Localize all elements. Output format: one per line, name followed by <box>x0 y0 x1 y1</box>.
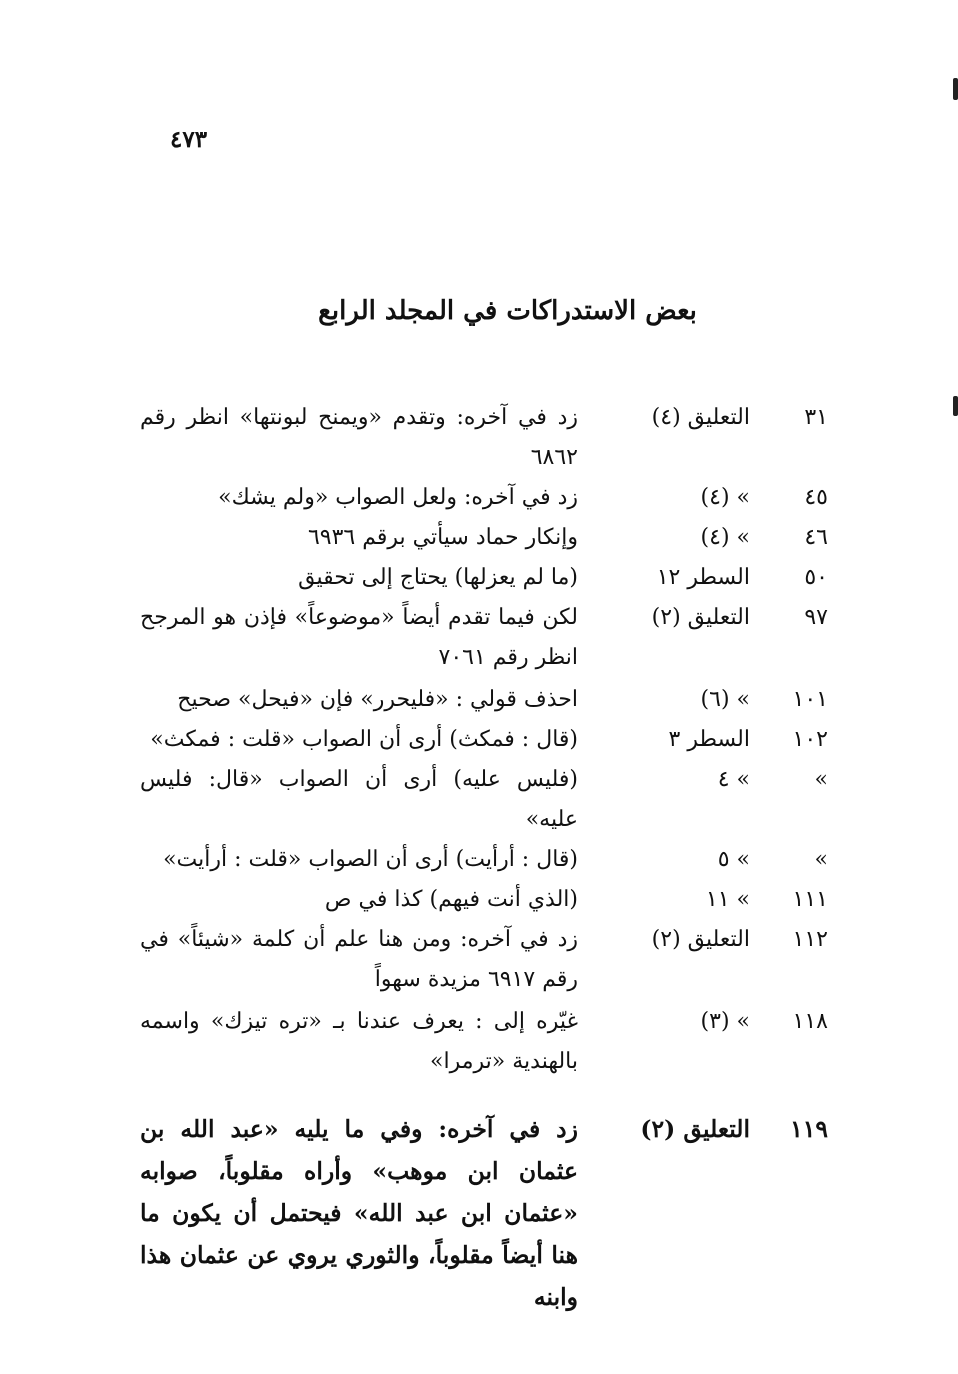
entry-location: » ١١ <box>705 887 750 912</box>
entry-page: ٤٦ <box>804 525 828 550</box>
entry-text: زد في آخره: ومن هنا علم أن كلمة «شيئاً» في رقم ٦٩١٧ مزيدة سهواً <box>140 927 578 992</box>
entry-text: زد في آخره: وتقدم «ويمنح لبونتها» انظر رقم ٦٨٦٢ <box>140 405 578 470</box>
entry-text: (قال : أرأيت) أرى أن الصواب «قلت : أرأيت» <box>163 847 578 872</box>
entry-page: ٤٥ <box>804 485 828 510</box>
entry-location: السطر ٣ <box>668 727 750 752</box>
entry-location: » ٤ <box>717 767 750 792</box>
entry-location: » (٣) <box>700 1009 750 1034</box>
entry-location: » (٤) <box>700 485 750 510</box>
entry-page: ١١١ <box>792 887 828 912</box>
entry-location: التعليق (٢) <box>651 927 750 952</box>
page-title: بعض الاستدراكات في المجلد الرابع <box>318 296 697 326</box>
entry-text: (ما لم يعزلها) يحتاج إلى تحقيق <box>298 565 578 590</box>
entry-text: زد في آخره: وفي ما يليه «عبد الله بن عثمان ابن موهب» وأراه مقلوباً، صوابه «عثمان ابن عبد الله» فيحتمل أن يكون ما هنا أيضاً مقلوباً، والثوري يروي عن عثمان هذا وابنه <box>140 1115 578 1311</box>
page-number: ٤٧٣ <box>170 126 208 153</box>
entry-page: ٩٧ <box>804 605 828 630</box>
entry-text: (فليس عليه) أرى أن الصواب «قال: فليس عليه» <box>140 767 578 832</box>
entry-page: ٣١ <box>804 405 828 430</box>
entry-page: ١١٩ <box>790 1115 828 1143</box>
entry-page: ٥٠ <box>804 565 828 590</box>
entry-page: ١١٨ <box>792 1009 828 1034</box>
entry-text: احذف قولي : «فليحرر» فإن «فيحل» صحيح <box>177 687 578 712</box>
entry-location: السطر ١٢ <box>656 565 750 590</box>
entry-text: زد في آخره: ولعل الصواب «ولم يشك» <box>218 485 578 510</box>
entry-text: (الذي أنت فيهم) كذا في ص <box>324 887 578 912</box>
edge-mark-top <box>953 78 958 100</box>
entry-location: التعليق (٤) <box>651 405 750 430</box>
entry-location: التعليق (٢) <box>640 1115 750 1143</box>
entry-text: لكن فيما تقدم أيضاً «موضوعاً» فإذن هو المرجح انظر رقم ٧٠٦١ <box>140 605 578 670</box>
entry-page: ١٠٢ <box>792 727 828 752</box>
entry-text: (قال : فمكث) أرى أن الصواب «قلت : فمكث» <box>150 727 578 752</box>
entry-location: » (٤) <box>700 525 750 550</box>
entry-page: » <box>814 847 828 872</box>
entry-text: غيّره إلى : يعرف عندنا بـ «تره تيزك» واسمه بالهندية «ترمرا» <box>140 1009 578 1074</box>
entry-text: وإنكار حماد سيأتي برقم ٦٩٣٦ <box>307 525 578 550</box>
entry-location: » ٥ <box>717 847 750 872</box>
edge-mark-middle <box>953 396 958 416</box>
entry-page: » <box>814 767 828 792</box>
entry-page: ١٠١ <box>792 687 828 712</box>
entry-page: ١١٢ <box>792 927 828 952</box>
entry-location: » (٦) <box>700 687 750 712</box>
entry-location: التعليق (٢) <box>651 605 750 630</box>
